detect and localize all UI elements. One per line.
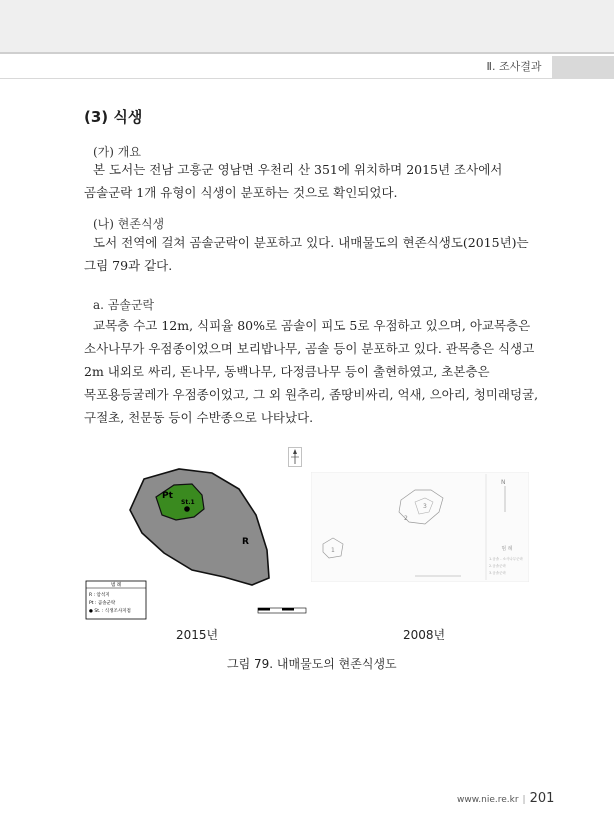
north-label: N (501, 479, 506, 486)
scale-bar-segment (282, 608, 294, 611)
community-line: 목포용등굴레가 우점종이었고, 그 외 원추리, 좀땅비싸리, 억새, 으아리, 청미래덩굴, (84, 387, 539, 402)
community-line: 구절초, 천문동 등이 수반종으로 나타났다. (84, 410, 314, 425)
zone-label: 3 (423, 503, 427, 510)
year-label-2015: 2015년 (176, 628, 219, 642)
header-band (0, 0, 614, 52)
header-rule (0, 52, 614, 54)
legend-item: R : 암석지 (89, 593, 110, 598)
legend-title-2008: 범 례 (501, 546, 513, 552)
map-2015-legend (86, 581, 146, 619)
overview-paragraph (84, 158, 534, 204)
community-heading: a. 곰솔군락 (93, 298, 155, 312)
community-line: 2m 내외로 싸리, 돈나무, 동백나무, 다정큼나무 등이 출현하였고, 초본층은 (84, 364, 490, 379)
section-title: (3) 식생 (84, 108, 143, 126)
current-line: 그림 79과 같다. (84, 258, 173, 273)
page-footer (457, 787, 554, 806)
label-pt: Pt (162, 491, 173, 501)
overview-line: 본 도서는 전남 고흥군 영남면 우천리 산 351에 위치하며 2015년 조사에서 (93, 162, 503, 177)
overview-heading: (가) 개요 (93, 145, 141, 159)
footer-url: www.nie.re.kr (457, 795, 519, 805)
community-paragraph (84, 314, 539, 429)
overview-line: 곰솔군락 1개 유형이 식생이 분포하는 것으로 확인되었다. (84, 185, 398, 200)
label-st1: St.1 (181, 499, 195, 506)
page-number: 201 (529, 791, 555, 806)
scale-bar-segment (258, 608, 270, 611)
zone-label: 1 (331, 547, 335, 554)
vegetation-map-2015 (84, 445, 316, 625)
chapter-label: Ⅱ. 조사결과 (476, 56, 552, 78)
header-underline (0, 78, 614, 79)
legend-item-2008: 3.곰솔군락 (489, 571, 506, 575)
current-line: 도서 전역에 걸쳐 곰솔군락이 분포하고 있다. 내매물도의 현존식생도(2015년)는 (93, 235, 529, 250)
current-heading: (나) 현존식생 (93, 217, 165, 231)
legend-item-2008: 1.곰솔 - 소사나무군락 (489, 557, 523, 561)
year-label-2008: 2008년 (403, 628, 446, 642)
legend-item: Pt : 곰솔군락 (89, 601, 116, 606)
scale-bar (258, 608, 306, 613)
label-r: R (242, 537, 249, 547)
legend-title: 범 례 (110, 583, 122, 588)
figure-caption: 그림 79. 내매물도의 현존식생도 (227, 657, 397, 671)
survey-point-marker (184, 506, 190, 512)
vegetation-map-2008 (311, 472, 529, 582)
footer-separator: | (522, 795, 526, 805)
community-line: 소사나무가 우점종이었으며 보리밥나무, 곰솔 등이 분포하고 있다. 관목층은 식생고 (84, 341, 535, 356)
chapter-tab (476, 56, 614, 78)
current-paragraph (84, 231, 534, 277)
north-arrow-icon (288, 447, 302, 467)
community-line: 교목층 수고 12m, 식피율 80%로 곰솔이 피도 5로 우점하고 있으며, 아교목층은 (93, 318, 531, 333)
chapter-tab-fill (552, 56, 614, 78)
legend-item: ● St. : 식생조사지점 (89, 609, 131, 614)
zone-label: 2 (404, 515, 408, 522)
legend-item-2008: 2.곰솔군락 (489, 564, 506, 568)
